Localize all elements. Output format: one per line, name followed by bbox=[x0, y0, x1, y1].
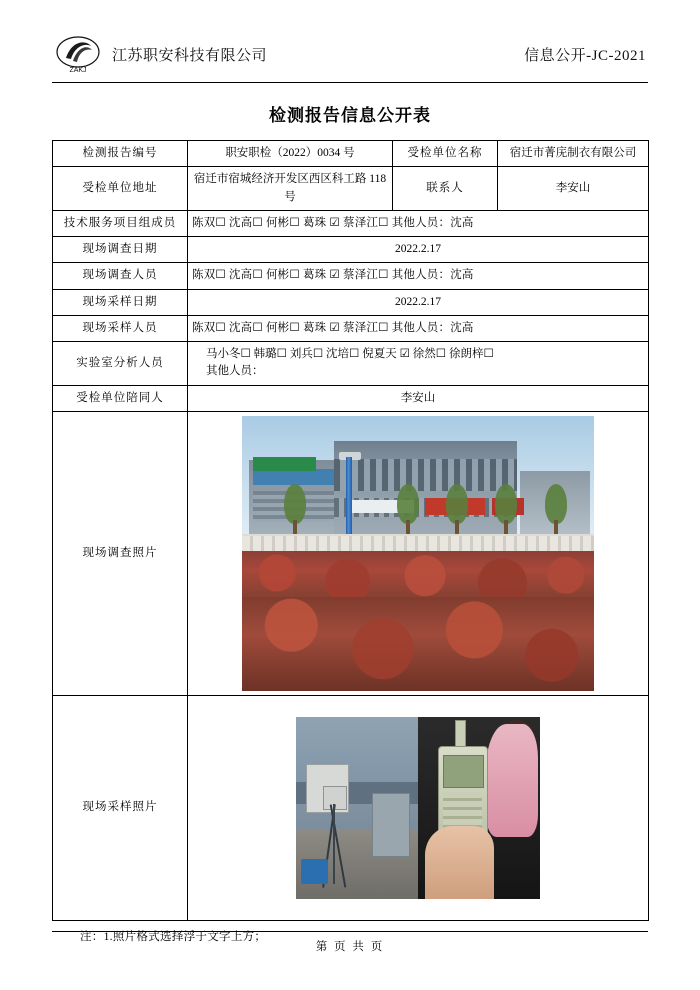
report-no-value: 职安职检（2022）0034 号 bbox=[188, 141, 393, 167]
photo-sampling-cell bbox=[188, 695, 649, 920]
company-logo-icon bbox=[52, 34, 104, 74]
photo-sampling-label: 现场采样照片 bbox=[53, 695, 188, 920]
survey-date-label: 现场调查日期 bbox=[53, 237, 188, 263]
sampling-date-value: 2022.2.17 bbox=[188, 289, 649, 315]
header-left bbox=[52, 34, 267, 74]
table-note: 注：1.照片格式选择浮于文字上方； bbox=[80, 930, 267, 943]
table-row bbox=[53, 289, 649, 315]
page-header bbox=[52, 28, 648, 80]
accompany-label: 受检单位陪同人 bbox=[53, 385, 188, 411]
contact-label: 联系人 bbox=[393, 167, 498, 211]
sampling-person-value: 陈双☐ 沈高☐ 何彬☐ 葛珠 ☑ 蔡泽江☐ 其他人员：沈高 bbox=[188, 315, 649, 341]
report-no-label: 检测报告编号 bbox=[53, 141, 188, 167]
table-row-photo-sampling bbox=[53, 695, 649, 920]
header-divider bbox=[52, 82, 648, 83]
sampling-date-label: 现场采样日期 bbox=[53, 289, 188, 315]
lab-value-line1: 马小冬☐ 韩璐☐ 刘兵☐ 沈培☐ 倪夏天 ☑ 徐然☐ 徐朗梓☐ bbox=[206, 348, 494, 360]
lab-value bbox=[188, 342, 649, 386]
team-label: 技术服务项目组成员 bbox=[53, 210, 188, 236]
lab-value-line2: 其他人员： bbox=[206, 365, 264, 378]
team-value: 陈双☐ 沈高☐ 何彬☐ 葛珠 ☑ 蔡泽江☐ 其他人员：沈高 bbox=[188, 210, 649, 236]
table-row bbox=[53, 342, 649, 386]
report-info-table bbox=[52, 140, 649, 921]
sampling-photo-sound-meter bbox=[418, 717, 540, 899]
table-row bbox=[53, 167, 649, 211]
address-value: 宿迁市宿城经济开发区西区科工路 118 号 bbox=[188, 167, 393, 211]
photo-hedge-near bbox=[242, 597, 594, 691]
lab-label: 实验室分析人员 bbox=[53, 342, 188, 386]
photo-survey-cell bbox=[188, 411, 649, 695]
page-title: 检测报告信息公开表 bbox=[269, 106, 431, 125]
sampling-photo bbox=[296, 717, 540, 899]
accompany-value: 李安山 bbox=[188, 385, 649, 411]
sampling-photo-workshop bbox=[296, 717, 418, 899]
footer-divider bbox=[52, 931, 648, 932]
survey-date-value: 2022.2.17 bbox=[188, 237, 649, 263]
photo-survey-label: 现场调查照片 bbox=[53, 411, 188, 695]
survey-person-value: 陈双☐ 沈高☐ 何彬☐ 葛珠 ☑ 蔡泽江☐ 其他人员：沈高 bbox=[188, 263, 649, 289]
svg-text:ZAKJ: ZAKJ bbox=[69, 67, 87, 74]
page-number: 第 页 共 页 bbox=[315, 941, 385, 953]
table-row-photo-survey bbox=[53, 411, 649, 695]
document-code: 信息公开-JC-2021 bbox=[524, 47, 646, 64]
table-row bbox=[53, 141, 649, 167]
client-value: 宿迁市菁庑制衣有限公司 bbox=[498, 141, 649, 167]
company-name: 江苏职安科技有限公司 bbox=[112, 47, 268, 64]
table-row bbox=[53, 385, 649, 411]
table-row bbox=[53, 237, 649, 263]
survey-person-label: 现场调查人员 bbox=[53, 263, 188, 289]
table-row bbox=[53, 263, 649, 289]
address-label: 受检单位地址 bbox=[53, 167, 188, 211]
page-footer bbox=[52, 931, 648, 954]
sampling-person-label: 现场采样人员 bbox=[53, 315, 188, 341]
client-label: 受检单位名称 bbox=[393, 141, 498, 167]
table-row bbox=[53, 210, 649, 236]
contact-value: 李安山 bbox=[498, 167, 649, 211]
table-row bbox=[53, 315, 649, 341]
site-survey-photo bbox=[242, 416, 594, 691]
photo-green-banner bbox=[253, 457, 316, 471]
